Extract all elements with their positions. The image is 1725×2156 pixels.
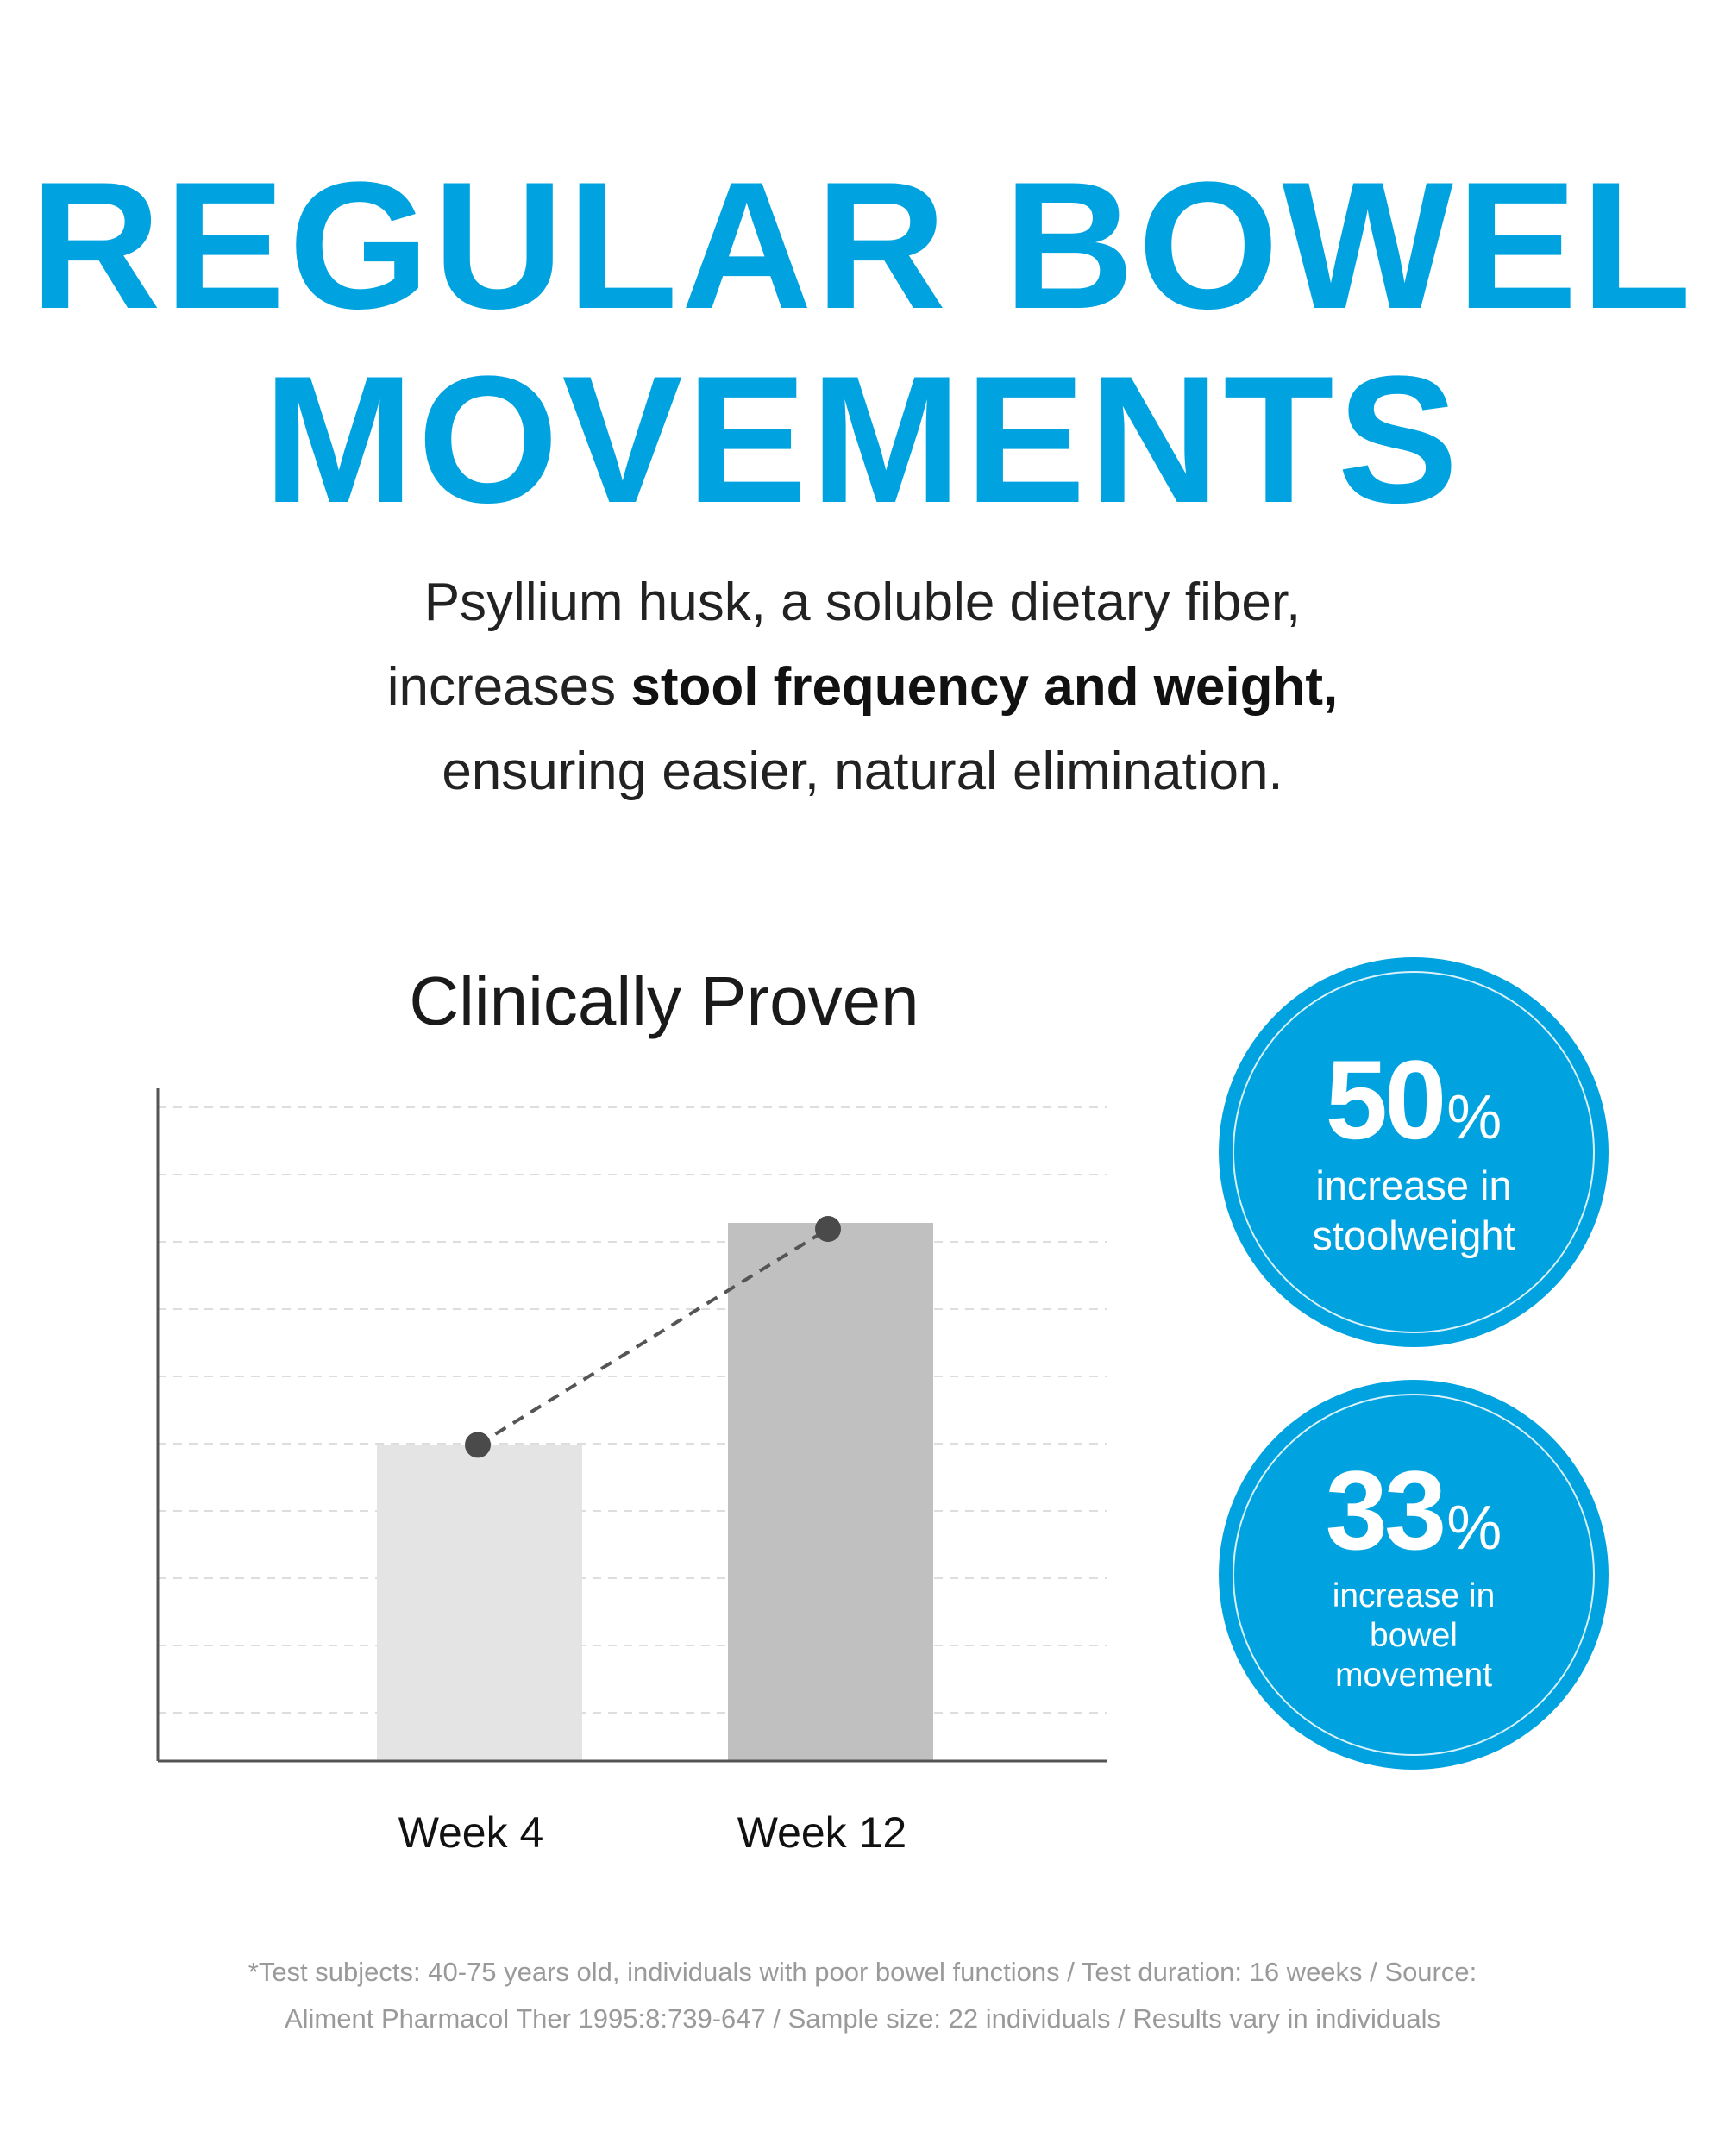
- bar-week-4: [377, 1445, 582, 1761]
- subtext-line-2-prefix: increases: [386, 657, 631, 717]
- stat-circle-stoolweight: [1219, 957, 1609, 1347]
- subtext-line-2-bold: stool frequency and weight,: [630, 657, 1339, 717]
- stat-value: [1325, 1037, 1502, 1163]
- stat-number: 50: [1325, 1037, 1444, 1163]
- x-tick-label: Week 4: [398, 1808, 544, 1857]
- bar-week-12: [728, 1223, 933, 1761]
- chart-title: Clinically Proven: [409, 962, 919, 1039]
- axes: [158, 1088, 1107, 1761]
- x-tick-labels: [398, 1808, 907, 1857]
- trend-point: [815, 1216, 841, 1242]
- subtext-line-1: Psyllium husk, a soluble dietary fiber,: [423, 573, 1302, 632]
- headline-line-1: REGULAR BOWEL: [29, 144, 1696, 347]
- stat-description: increase in bowel movement: [1332, 1577, 1496, 1694]
- footnote: [0, 1949, 1725, 2042]
- x-tick-label: Week 12: [737, 1808, 907, 1857]
- stat-description: increase in stoolweight: [1312, 1163, 1515, 1258]
- stat-value: [1325, 1447, 1502, 1573]
- bars: [377, 1223, 933, 1761]
- stat-unit: %: [1446, 1083, 1502, 1152]
- headline-line-2: MOVEMENTS: [263, 338, 1462, 541]
- subtext-line-3: ensuring easier, natural elimination.: [442, 742, 1283, 801]
- footnote-line-2: Aliment Pharmacol Ther 1995:8:739-647 / Sample size: 22 individuals / Results vary in individuals: [284, 2003, 1440, 2034]
- stat-unit: %: [1446, 1494, 1502, 1563]
- stat-circle-bowel-movement: [1219, 1380, 1609, 1770]
- footnote-line-1: *Test subjects: 40-75 years old, individuals with poor bowel functions / Test duration: 16 weeks / Source:: [248, 1957, 1477, 1987]
- trend-point: [465, 1432, 491, 1457]
- grid-lines: [158, 1107, 1107, 1713]
- stat-number: 33: [1325, 1447, 1444, 1573]
